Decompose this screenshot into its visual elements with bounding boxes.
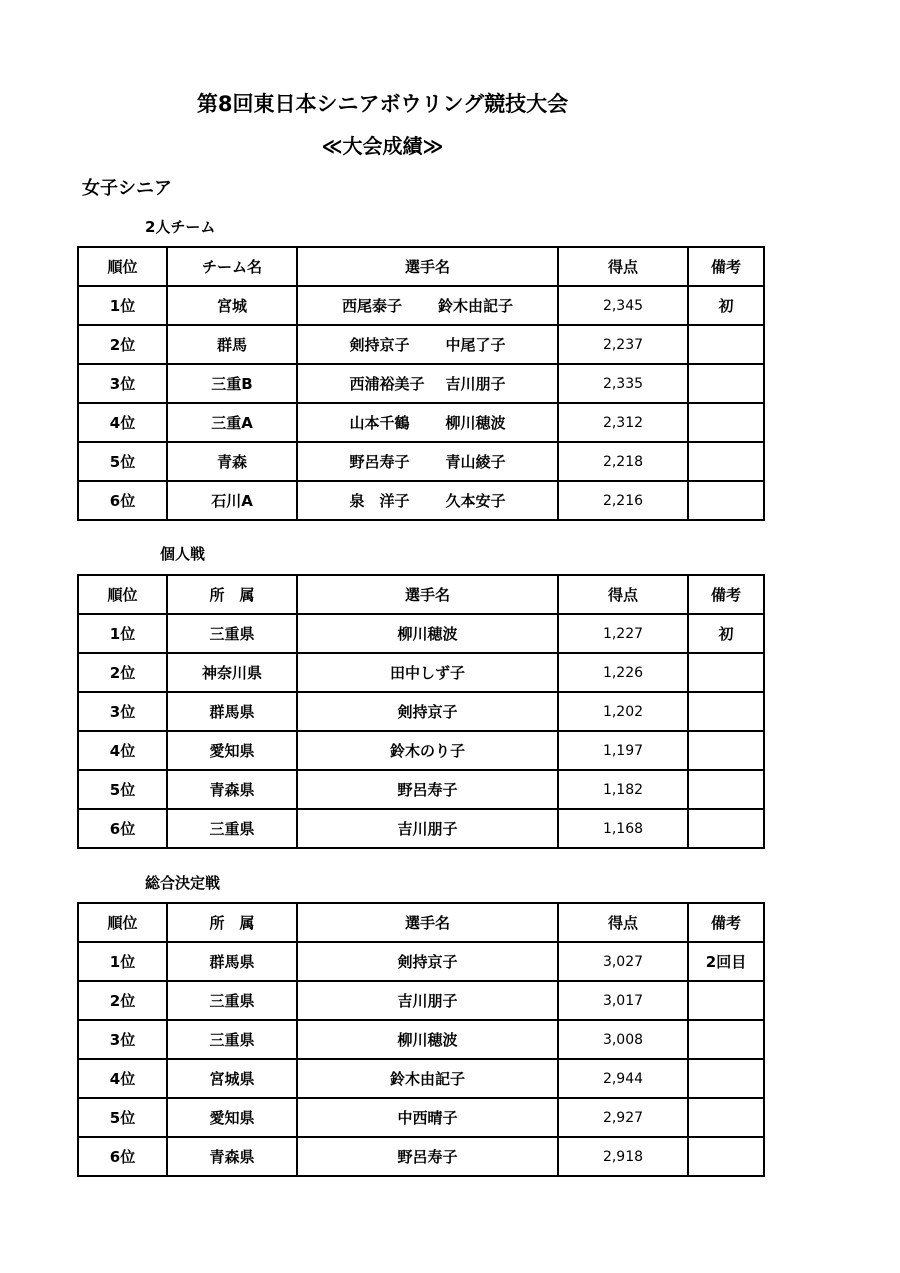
rank-cell: 6位 [78, 481, 167, 520]
score-cell: 1,182 [558, 770, 688, 809]
score-cell: 2,216 [558, 481, 688, 520]
header-cell: 順位 [78, 247, 167, 286]
table-row [78, 614, 764, 653]
table-row [78, 692, 764, 731]
note-cell [688, 1020, 764, 1059]
note-cell [688, 770, 764, 809]
rank-cell: 1位 [78, 286, 167, 325]
player-cell: 吉川朋子 [297, 809, 558, 848]
affiliation-cell: 青森県 [167, 1137, 297, 1176]
score-cell: 2,218 [558, 442, 688, 481]
section-label-overall: 総合決定戦 [145, 874, 221, 892]
table-header-row [78, 903, 764, 942]
rank-cell: 3位 [78, 1020, 167, 1059]
note-cell [688, 1059, 764, 1098]
affiliation-cell: 三重県 [167, 1020, 297, 1059]
table-row [78, 809, 764, 848]
table-row [78, 770, 764, 809]
score-cell: 1,197 [558, 731, 688, 770]
table-row [78, 325, 764, 364]
section-label-individual: 個人戦 [160, 545, 206, 563]
player2-name: 吉川朋子 [445, 375, 506, 393]
player-cell: 剣持京子 [297, 942, 558, 981]
table-row [78, 481, 764, 520]
rank-cell: 5位 [78, 770, 167, 809]
score-cell: 1,168 [558, 809, 688, 848]
affiliation-cell: 青森県 [167, 770, 297, 809]
player-cell: 鈴木由記子 [297, 1059, 558, 1098]
score-cell: 3,017 [558, 981, 688, 1020]
header-cell: 順位 [78, 903, 167, 942]
page-subtitle: ≪大会成績≫ [321, 134, 444, 158]
header-cell: 選手名 [297, 247, 558, 286]
table-row [78, 403, 764, 442]
note-cell [688, 1137, 764, 1176]
header-cell: 選手名 [297, 903, 558, 942]
rank-cell: 4位 [78, 731, 167, 770]
affiliation-cell: 愛知県 [167, 1098, 297, 1137]
table-row [78, 364, 764, 403]
player-cell: 柳川穂波 [297, 1020, 558, 1059]
note-cell: 初 [688, 614, 764, 653]
affiliation-cell: 三重県 [167, 809, 297, 848]
rank-cell: 4位 [78, 403, 167, 442]
player1-name: 泉 洋子 [349, 492, 410, 510]
table-row [78, 1137, 764, 1176]
header-cell: 所 属 [167, 903, 297, 942]
note-cell [688, 325, 764, 364]
table-row [78, 1020, 764, 1059]
team-cell: 三重B [167, 364, 297, 403]
score-cell: 3,027 [558, 942, 688, 981]
table-row [78, 1098, 764, 1137]
section-label-team: 2人チーム [145, 218, 216, 236]
page-title: 第8回東日本シニアボウリング競技大会 [196, 92, 569, 116]
header-cell: チーム名 [167, 247, 297, 286]
affiliation-cell: 神奈川県 [167, 653, 297, 692]
player1-name: 剣持京子 [349, 336, 410, 354]
affiliation-cell: 三重県 [167, 981, 297, 1020]
note-cell [688, 403, 764, 442]
player1-name: 野呂寿子 [349, 453, 410, 471]
affiliation-cell: 三重県 [167, 614, 297, 653]
players-cell [297, 442, 558, 481]
player-cell: 中西晴子 [297, 1098, 558, 1137]
affiliation-cell: 群馬県 [167, 692, 297, 731]
note-cell [688, 809, 764, 848]
rank-cell: 6位 [78, 1137, 167, 1176]
score-cell: 1,202 [558, 692, 688, 731]
player2-name: 中尾了子 [445, 336, 506, 354]
header-cell: 選手名 [297, 575, 558, 614]
rank-cell: 3位 [78, 692, 167, 731]
header-cell: 所 属 [167, 575, 297, 614]
players-cell [297, 364, 558, 403]
note-cell [688, 692, 764, 731]
player2-name: 柳川穂波 [445, 414, 506, 432]
rank-cell: 1位 [78, 942, 167, 981]
table-header-row [78, 247, 764, 286]
note-cell: 初 [688, 286, 764, 325]
players-cell [297, 286, 558, 325]
header-cell: 備考 [688, 903, 764, 942]
header-cell: 備考 [688, 575, 764, 614]
rank-cell: 2位 [78, 981, 167, 1020]
note-cell: 2回目 [688, 942, 764, 981]
individual-results-table [77, 574, 765, 849]
player-cell: 剣持京子 [297, 692, 558, 731]
header-cell: 得点 [558, 247, 688, 286]
team-cell: 青森 [167, 442, 297, 481]
rank-cell: 3位 [78, 364, 167, 403]
note-cell [688, 731, 764, 770]
player-cell: 柳川穂波 [297, 614, 558, 653]
rank-cell: 2位 [78, 325, 167, 364]
player-cell: 野呂寿子 [297, 1137, 558, 1176]
player-cell: 野呂寿子 [297, 770, 558, 809]
rank-cell: 1位 [78, 614, 167, 653]
player-cell: 田中しず子 [297, 653, 558, 692]
table-row [78, 731, 764, 770]
score-cell: 1,226 [558, 653, 688, 692]
table-row [78, 1059, 764, 1098]
score-cell: 2,335 [558, 364, 688, 403]
team-cell: 群馬 [167, 325, 297, 364]
score-cell: 2,944 [558, 1059, 688, 1098]
player2-name: 久本安子 [445, 492, 506, 510]
affiliation-cell: 宮城県 [167, 1059, 297, 1098]
players-cell [297, 481, 558, 520]
affiliation-cell: 群馬県 [167, 942, 297, 981]
team-results-table [77, 246, 765, 521]
score-cell: 2,237 [558, 325, 688, 364]
players-cell [297, 403, 558, 442]
score-cell: 2,927 [558, 1098, 688, 1137]
header-cell: 備考 [688, 247, 764, 286]
note-cell [688, 981, 764, 1020]
note-cell [688, 1098, 764, 1137]
rank-cell: 6位 [78, 809, 167, 848]
header-cell: 得点 [558, 903, 688, 942]
player1-name: 西尾泰子 [341, 297, 402, 315]
note-cell [688, 481, 764, 520]
player1-name: 西浦裕美子 [349, 375, 425, 393]
players-cell [297, 325, 558, 364]
team-cell: 宮城 [167, 286, 297, 325]
team-cell: 三重A [167, 403, 297, 442]
note-cell [688, 364, 764, 403]
table-header-row [78, 575, 764, 614]
header-cell: 順位 [78, 575, 167, 614]
player1-name: 山本千鶴 [349, 414, 410, 432]
score-cell: 1,227 [558, 614, 688, 653]
header-cell: 得点 [558, 575, 688, 614]
rank-cell: 2位 [78, 653, 167, 692]
score-cell: 3,008 [558, 1020, 688, 1059]
note-cell [688, 653, 764, 692]
player2-name: 青山綾子 [445, 453, 506, 471]
score-cell: 2,345 [558, 286, 688, 325]
affiliation-cell: 愛知県 [167, 731, 297, 770]
note-cell [688, 442, 764, 481]
table-row [78, 442, 764, 481]
rank-cell: 4位 [78, 1059, 167, 1098]
overall-results-table [77, 902, 765, 1177]
table-row [78, 286, 764, 325]
team-cell: 石川A [167, 481, 297, 520]
table-row [78, 653, 764, 692]
score-cell: 2,312 [558, 403, 688, 442]
player2-name: 鈴木由記子 [437, 297, 513, 315]
rank-cell: 5位 [78, 1098, 167, 1137]
player-cell: 鈴木のり子 [297, 731, 558, 770]
category-heading: 女子シニア [82, 178, 172, 199]
player-cell: 吉川朋子 [297, 981, 558, 1020]
table-row [78, 942, 764, 981]
rank-cell: 5位 [78, 442, 167, 481]
table-row [78, 981, 764, 1020]
score-cell: 2,918 [558, 1137, 688, 1176]
